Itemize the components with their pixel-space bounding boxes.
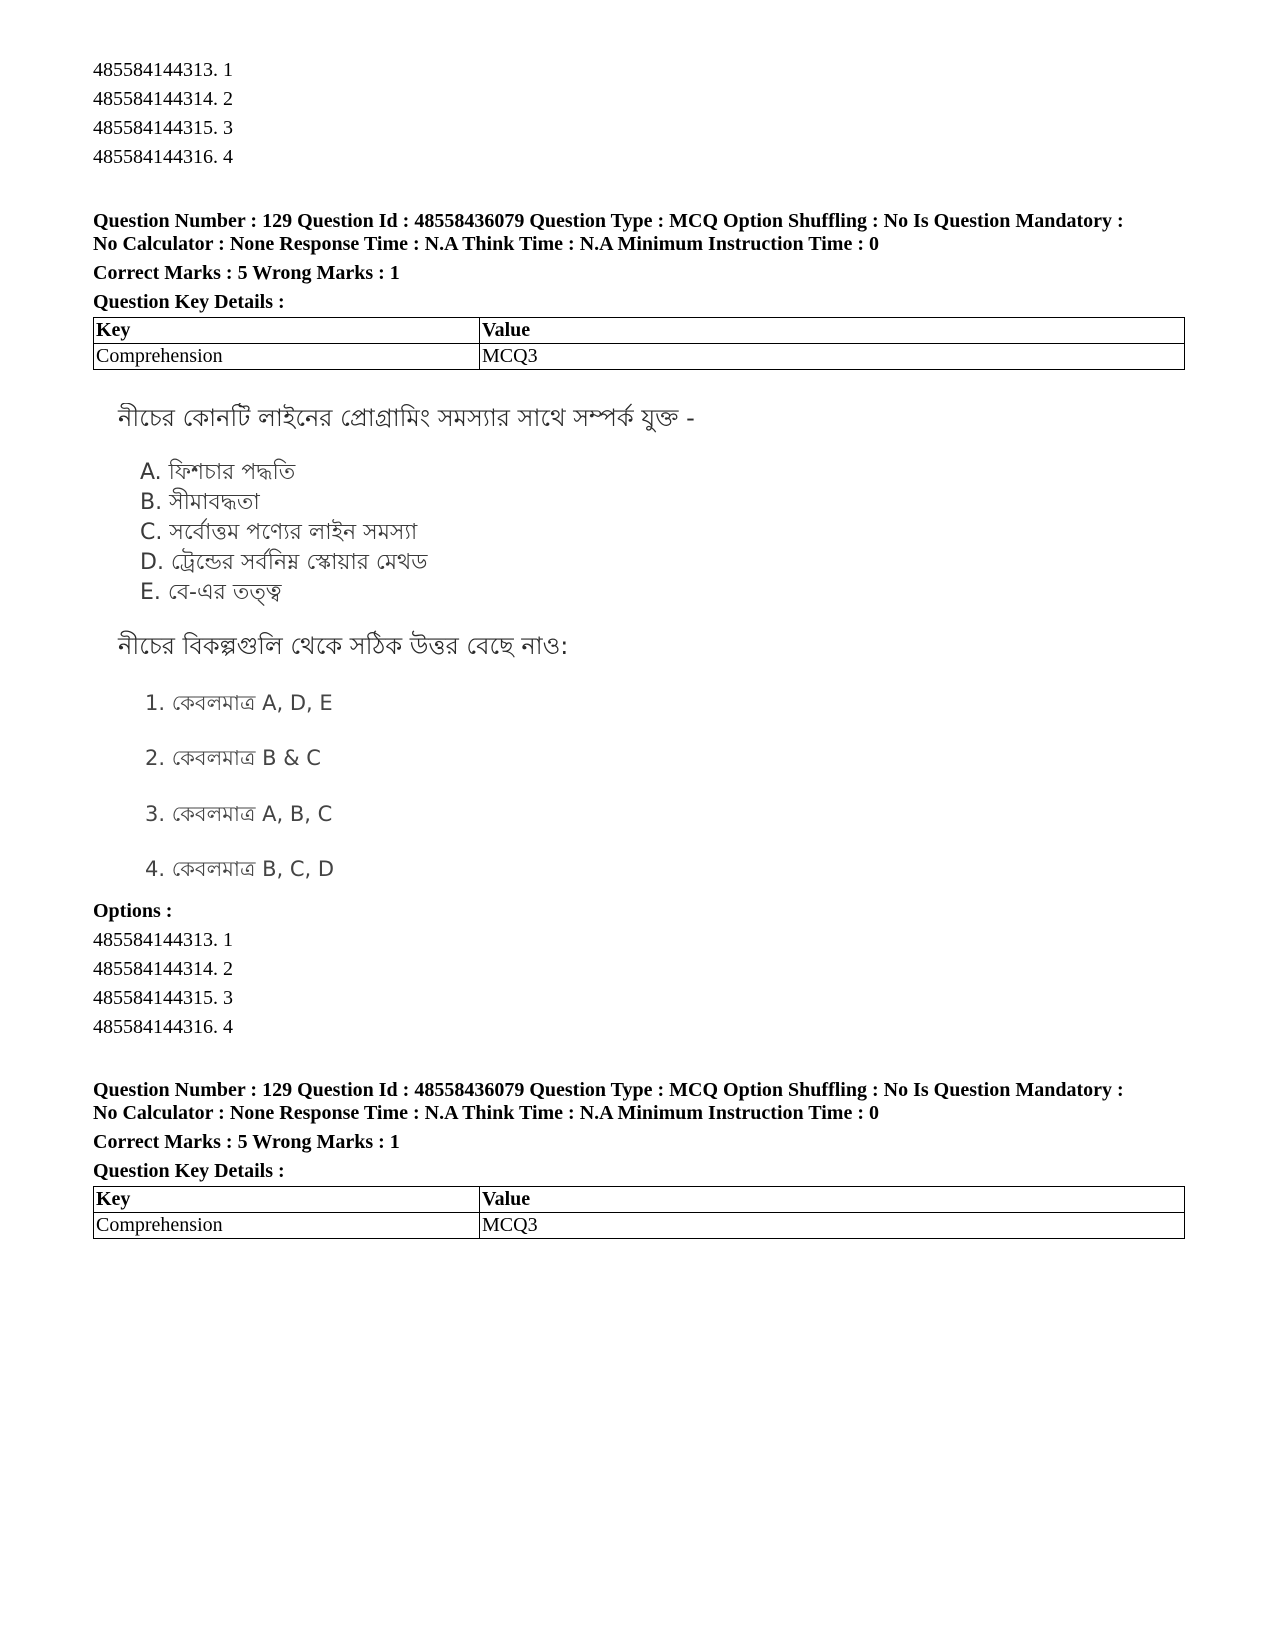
question-header-line-2: No Calculator : None Response Time : N.A Think Time : N.A Minimum Instruction Time : 0 bbox=[93, 233, 879, 255]
option-line: 485584144315. 3 bbox=[93, 117, 233, 139]
question-stem: নীচের কোনটি লাইনের প্রোগ্রামিং সমস্যার সাথে সম্পর্ক যুক্ত - bbox=[118, 404, 695, 432]
answer-choice: 1. কেবলমাত্র A, D, E bbox=[145, 691, 333, 715]
statement-item: A. ফিশচার পদ্ধতি bbox=[140, 460, 296, 485]
statement-item: E. বে-এর তত্ত্ব bbox=[140, 580, 282, 605]
option-line: 485584144316. 4 bbox=[93, 146, 233, 168]
table-header-key: Key bbox=[94, 318, 480, 344]
table-row bbox=[94, 344, 1185, 370]
answer-choice: 4. কেবলমাত্র B, C, D bbox=[145, 857, 335, 881]
answer-choice: 3. কেবলমাত্র A, B, C bbox=[145, 802, 333, 826]
options-section bbox=[93, 897, 233, 1042]
top-options-list bbox=[93, 56, 233, 172]
table-cell-key: Comprehension bbox=[94, 1213, 480, 1239]
question-header-line-1: Question Number : 129 Question Id : 48558436079 Question Type : MCQ Option Shuffling : No Is Question Mandatory : bbox=[93, 210, 1124, 232]
question-image bbox=[118, 392, 695, 922]
question-header-line-2: No Calculator : None Response Time : N.A Think Time : N.A Minimum Instruction Time : 0 bbox=[93, 1102, 879, 1124]
key-details-label: Question Key Details : bbox=[93, 291, 285, 313]
key-details-table bbox=[93, 1186, 1185, 1239]
marks-line: Correct Marks : 5 Wrong Marks : 1 bbox=[93, 1131, 400, 1153]
question-instruction: নীচের বিকল্পগুলি থেকে সঠিক উত্তর বেছে নাও: bbox=[118, 632, 569, 660]
marks-line: Correct Marks : 5 Wrong Marks : 1 bbox=[93, 262, 400, 284]
table-cell-key: Comprehension bbox=[94, 344, 480, 370]
option-line: 485584144313. 1 bbox=[93, 59, 233, 81]
option-line: 485584144315. 3 bbox=[93, 987, 233, 1009]
option-line: 485584144314. 2 bbox=[93, 88, 233, 110]
table-header-row bbox=[94, 318, 1185, 344]
question-block-2 bbox=[93, 1079, 1185, 1239]
table-header-value: Value bbox=[480, 318, 1185, 344]
answer-choice: 2. কেবলমাত্র B & C bbox=[145, 746, 321, 770]
key-details-table bbox=[93, 317, 1185, 370]
option-line: 485584144316. 4 bbox=[93, 1016, 233, 1038]
statement-item: C. সর্বোত্তম পণ্যের লাইন সমস্যা bbox=[140, 520, 418, 545]
question-block-1 bbox=[93, 210, 1185, 922]
statement-item: D. ট্রেন্ডের সর্বনিম্ন স্কোয়ার মেথড bbox=[140, 550, 428, 575]
statement-item: B. সীমাবদ্ধতা bbox=[140, 490, 260, 515]
table-header-key: Key bbox=[94, 1187, 480, 1213]
question-header-line-1: Question Number : 129 Question Id : 48558436079 Question Type : MCQ Option Shuffling : No Is Question Mandatory : bbox=[93, 1079, 1124, 1101]
option-line: 485584144314. 2 bbox=[93, 958, 233, 980]
key-details-label: Question Key Details : bbox=[93, 1160, 285, 1182]
table-cell-value: MCQ3 bbox=[480, 344, 1185, 370]
table-header-value: Value bbox=[480, 1187, 1185, 1213]
table-header-row bbox=[94, 1187, 1185, 1213]
option-line: 485584144313. 1 bbox=[93, 929, 233, 951]
table-row bbox=[94, 1213, 1185, 1239]
options-label: Options : bbox=[93, 900, 173, 922]
table-cell-value: MCQ3 bbox=[480, 1213, 1185, 1239]
